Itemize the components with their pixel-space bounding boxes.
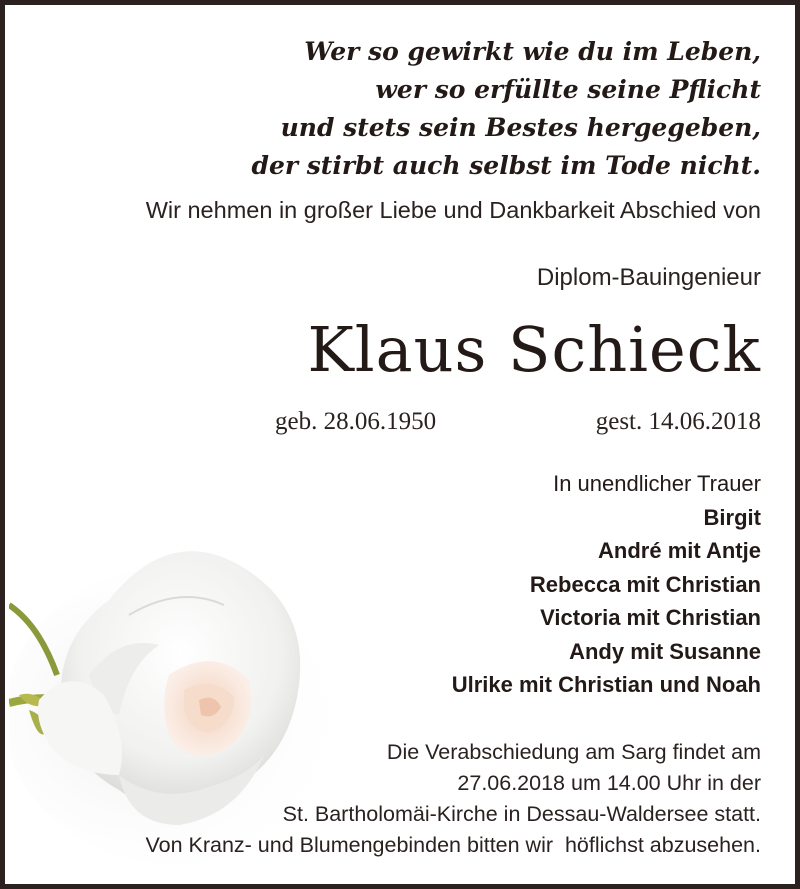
mourner-name: André mit Antje — [598, 538, 761, 563]
mourners-list — [452, 467, 761, 702]
deceased-title: Diplom-Bauingenieur — [536, 264, 761, 291]
mourners-heading: In unendlicher Trauer — [553, 471, 761, 496]
poem-line: der stirbt auch selbst im Tode nicht. — [251, 151, 761, 180]
mourner-name: Birgit — [703, 504, 761, 530]
mourner-name: Rebecca mit Christian — [529, 571, 761, 597]
notice-line: Die Verabschiedung am Sarg findet am — [386, 740, 761, 764]
farewell-intro: Wir nehmen in großer Liebe und Dankbarkeit Abschied von — [145, 197, 761, 223]
service-notice — [145, 737, 761, 861]
birth-date: geb. 28.06.1950 — [275, 408, 437, 435]
deceased-name: Klaus Schieck — [307, 313, 761, 386]
poem-line: und stets sein Bestes hergegeben, — [280, 113, 761, 142]
mourner-name: Andy mit Susanne — [569, 638, 761, 664]
death-date: gest. 14.06.2018 — [595, 408, 761, 435]
poem-line: Wer so gewirkt wie du im Leben, — [304, 37, 761, 66]
poem-line: wer so erfüllte seine Pflicht — [375, 75, 761, 104]
memorial-poem — [251, 33, 761, 185]
life-dates — [275, 408, 761, 436]
mourner-name: Victoria mit Christian — [540, 605, 761, 630]
notice-line: Von Kranz- und Blumengebinden bitten wir höflichst abzusehen. — [145, 833, 761, 857]
notice-line: 27.06.2018 um 14.00 Uhr in der — [457, 771, 761, 795]
notice-line: St. Bartholomäi-Kirche in Dessau-Waldersee statt. — [282, 802, 761, 826]
mourner-name: Ulrike mit Christian und Noah — [451, 672, 761, 697]
